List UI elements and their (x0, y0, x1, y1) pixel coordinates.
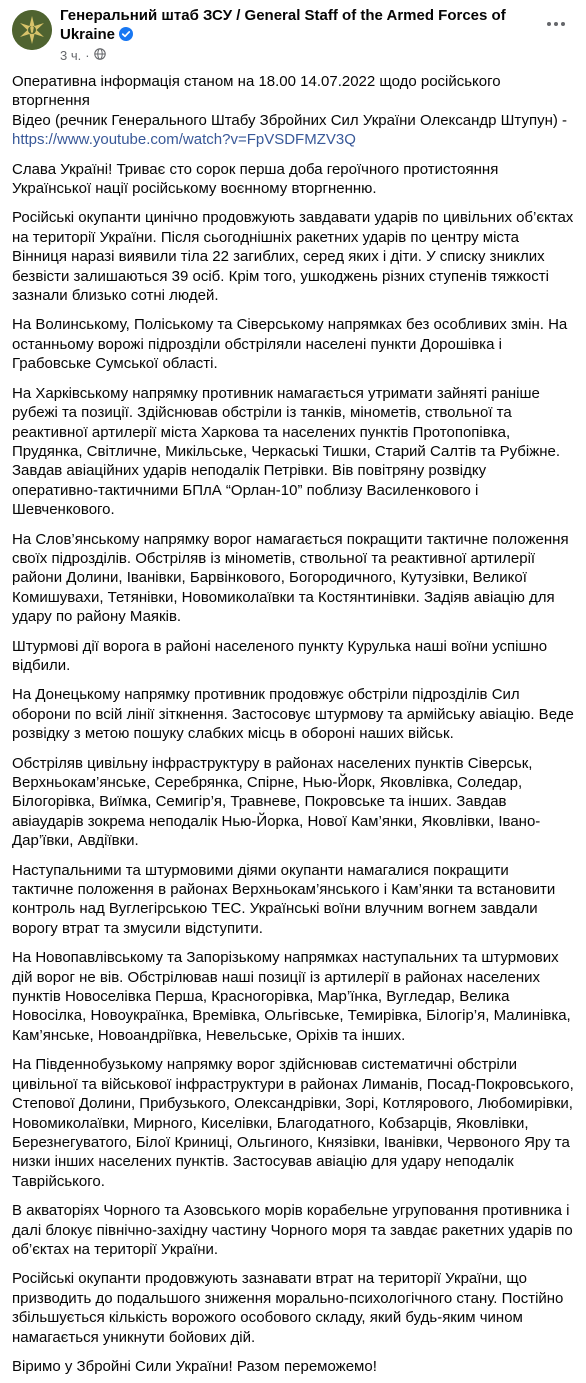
page-name-text[interactable]: Генеральний штаб ЗСУ / General Staff of the Armed Forces of Ukraine (60, 7, 506, 43)
meta-separator: · (85, 48, 90, 63)
intro-line-1: Оперативна інформація станом на 18.00 14.07.2022 щодо російського вторгнення (12, 73, 501, 110)
post-header (12, 6, 574, 66)
post-paragraph: Обстріляв цивільну інфраструктуру в районах населених пунктів Сіверськ, Верхньокам’янське, Серебрянка, Спірне, Нью-Йорк, Яковлівка, Соледар, Білогорівка, Виїмка, Семигір’я, Травневе, Покровське та інших. Завдав авіаударів зокрема неподалік Нью-Йорка, Нової Кам’янки, Яковлівки, Івано-Дар’ївки, Авдіївки. (12, 754, 541, 850)
post-header-text (60, 6, 574, 63)
post-paragraph: На Волинському, Поліському та Сіверському напрямках без особливих змін. На останньому ворожі підрозділи обстріляли населені пункти Дорошівка і Грабовське Сумської області. (12, 316, 568, 373)
post-body (12, 72, 574, 1376)
post-paragraph: На Донецькому напрямку противник продовжує обстріли підрозділів Сил оборони по всій лінії зіткнення. Застосовує штурмову та армійську авіацію. Веде розвідку з метою пошуку слабких місць в обороні наших військ. (12, 686, 574, 743)
more-options-icon (546, 21, 566, 27)
page-name[interactable] (60, 6, 534, 46)
intro-line-2: Відео (речник Генерального Штабу Збройних Сил України Олександр Штупун) - (12, 111, 568, 129)
post-paragraph: Наступальними та штурмовими діями окупанти намагалися покращити тактичне положення в районах Верхньокам’янського і Кам’янки та встановити контроль над Вуглегірською ТЕС. Українські воїни влучним вогнем завдали ворогу втрат та змусили відступити. (12, 861, 556, 937)
more-options-button[interactable] (542, 14, 570, 34)
post-paragraph: Штурмові дії ворога в районі населеного пункту Курулька наші воїни успішно відбили. (12, 637, 548, 674)
post-paragraph: На Харківському напрямку противник намагається утримати зайняті раніше рубежі та позиції. Здійснював обстріли із танків, мінометів, ствольної та реактивної артилерії міста Харкова та населених пунктів Протопопівка, Прудянка, Світличне, Микільське, Черкаські Тишки, Старий Салтів та Рубіжне. Завдав авіаційних ударів неподалік Петрівки. Вів повітряну розвідку оперативно-тактичними БПлА “Орлан-10” поблизу Василенкового і Шевченкового. (12, 384, 561, 519)
post-paragraph: Слава Україні! Триває сто сорок перша доба героїчного протистояння Української нації російському воєнному вторгненню. (12, 160, 499, 198)
post-timestamp[interactable]: 3 ч. (60, 48, 82, 63)
page-avatar[interactable] (12, 10, 52, 50)
globe-icon (94, 48, 106, 63)
video-link[interactable]: https://www.youtube.com/watch?v=FpVSDFMZV3Q (12, 131, 356, 149)
post-paragraph: В акваторіях Чорного та Азовського морів корабельне угруповання противника і далі блокує північно-західну частину Чорного моря та завдає ракетних ударів по об’єктах на території України. (12, 1202, 573, 1258)
post-intro (12, 72, 574, 150)
post-paragraph: Віримо у Збройні Сили України! Разом переможемо! (12, 1357, 377, 1375)
post-paragraph: Російські окупанти цинічно продовжують завдавати ударів по цивільних об’єктах на території України. Після сьогоднішніх ракетних ударів по центру міста Вінниця наразі виявили тіла 22 загиблих, серед яких і діти. У списку зниклих безвісти залишаються 39 осіб. Крім того, ушкоджень різних ступенів тяжкості зазнали близько сотні людей. (12, 209, 574, 305)
post-meta (60, 48, 534, 63)
armed-forces-emblem-icon (12, 10, 52, 50)
post-paragraph: На Слов’янському напрямку ворог намагається покращити тактичне положення своїх підрозділів. Обстріляв із мінометів, ствольної та реактивної артилерії райони Долини, Іванівки, Барвінкового, Богородичного, Кутузівки, Великої Комишувахи, Тетянівки, Новомиколаївки та Костянтинівки. Задіяв авіацію для удару по району Маяків. (12, 530, 569, 626)
post-paragraph: На Новопавлівському та Запорізькому напрямках наступальних та штурмових дій ворог не вів. Обстрілював наші позиції із артилерії в районах населених пунктів Новоселівка Перша, Красногорівка, Мар’їнка, Вугледар, Велика Новосілка, Новоукраїнка, Времівка, Ольгівське, Темирівка, Білогір’я, Малинівка, Кам’янське, Новоандріївка, Невельське, Оріхів та інших. (12, 949, 571, 1044)
post-paragraph: На Південнобузькому напрямку ворог здійснював систематичні обстріли цивільної та військової інфраструктури в районах Лиманів, Посад-Покровського, Степової Долини, Прибузького, Олександрівки, Зорі, Котлярового, Любомирівки, Новомиколаївки, Мирного, Киселівки, Благодатного, Кобзарців, Яковлівки, Березнегуватого, Білої Криниці, Ольгиного, Князівки, Іванівки, Червоного Яру та низки інших населених пунктів. Застосував авіацію для удару неподалік Таврійського. (12, 1056, 574, 1190)
post-paragraph: Російські окупанти продовжують зазнавати втрат на території України, що призводить до подальшого зниження морально-психологічного стану. Постійно збільшується кількість ворожого особового складу, який будь-яким чином намагається уникнути бойових дій. (12, 1270, 564, 1346)
verified-badge-icon (119, 27, 133, 46)
